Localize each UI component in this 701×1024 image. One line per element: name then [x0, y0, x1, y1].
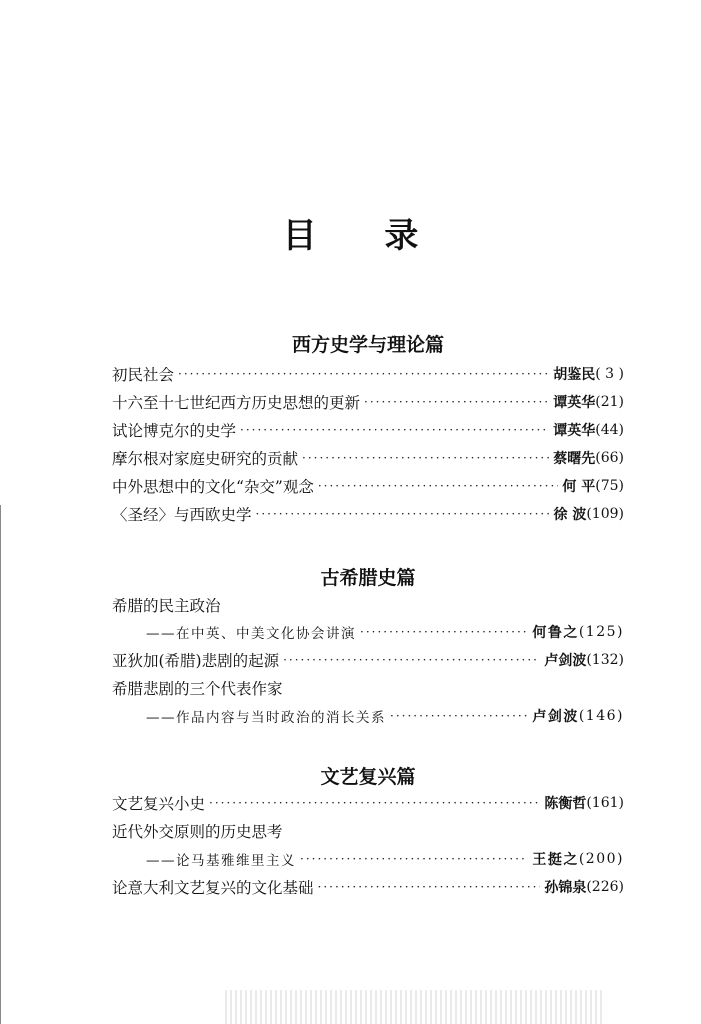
- entry-author: 何 平: [562, 479, 596, 495]
- dot-leader: [390, 709, 528, 723]
- entry-title: 希腊悲剧的三个代表作家: [112, 680, 283, 698]
- entry-author: 蔡曙先: [553, 451, 596, 467]
- section-title-ancient-greece: 古希腊史篇: [320, 567, 416, 589]
- toc-entry[interactable]: [112, 647, 624, 673]
- dot-leader: [318, 880, 541, 894]
- entry-title: 中外思想中的文化“杂交”观念: [112, 478, 314, 496]
- toc-entry-subtitle[interactable]: [146, 703, 624, 729]
- toc-entry[interactable]: [112, 417, 624, 443]
- entry-page: (109): [586, 506, 624, 522]
- toc-entry-heading[interactable]: [112, 818, 624, 844]
- dot-leader: [209, 796, 540, 810]
- entry-page: ( 3 ): [595, 366, 624, 382]
- dot-leader: [360, 625, 528, 639]
- dot-leader: [178, 367, 549, 381]
- entry-title: 文艺复兴小史: [112, 795, 206, 813]
- toc-entry-subtitle[interactable]: [146, 619, 624, 645]
- dot-leader: [364, 395, 549, 409]
- dot-leader: [240, 423, 549, 437]
- entry-author: 陈衡哲: [544, 796, 587, 812]
- entry-author: 卢剑波: [532, 709, 579, 725]
- entry-page: (132): [586, 652, 624, 668]
- section-title-western-historiography: 西方史学与理论篇: [291, 334, 444, 356]
- entry-author: 王挺之: [532, 852, 579, 868]
- entry-title: 试论博克尔的史学: [112, 422, 237, 440]
- entry-subtitle: ——作品内容与当时政治的消长关系: [146, 710, 386, 726]
- entry-subtitle: ——在中英、中美文化协会讲演: [146, 626, 356, 642]
- entry-title: 论意大利文艺复兴的文化基础: [112, 879, 314, 897]
- entry-author: 何鲁之: [532, 625, 579, 641]
- entry-page: (200): [578, 851, 624, 867]
- toc-entry[interactable]: [112, 389, 624, 415]
- toc-entry-heading[interactable]: [112, 592, 624, 618]
- entry-title: 亚狄加(希腊)悲剧的起源: [112, 652, 280, 670]
- entry-title: 初民社会: [112, 366, 175, 384]
- dot-leader: [300, 852, 528, 866]
- entry-page: (226): [586, 879, 624, 895]
- entry-author: 胡鉴民: [553, 367, 596, 383]
- toc-entry[interactable]: [112, 361, 624, 387]
- entry-author: 孙锦泉: [544, 880, 587, 896]
- section-title-renaissance: 文艺复兴篇: [320, 766, 416, 788]
- dot-leader: [256, 507, 550, 521]
- entry-author: 谭英华: [553, 423, 596, 439]
- toc-entry[interactable]: [112, 790, 624, 816]
- toc-entry[interactable]: [112, 874, 624, 900]
- entry-subtitle: ——论马基雅维里主义: [146, 853, 296, 869]
- entry-page: (75): [595, 478, 624, 494]
- entry-page: (66): [595, 450, 624, 466]
- dot-leader: [283, 653, 540, 667]
- entry-page: (125): [578, 624, 624, 640]
- entry-page: (161): [586, 795, 624, 811]
- toc-entry[interactable]: [112, 445, 624, 471]
- entry-title: 十六至十七世纪西方历史思想的更新: [112, 394, 361, 412]
- entry-author: 谭英华: [553, 395, 596, 411]
- toc-entry-subtitle[interactable]: [146, 846, 624, 872]
- entry-title: 摩尔根对家庭史研究的贡献: [112, 450, 299, 468]
- toc-entry[interactable]: [112, 501, 624, 527]
- dot-leader: [318, 479, 559, 493]
- entry-page: (21): [595, 394, 624, 410]
- entry-author: 徐 波: [553, 507, 587, 523]
- entry-author: 卢剑波: [544, 653, 587, 669]
- entry-page: (44): [595, 422, 624, 438]
- entry-page: (146): [578, 708, 624, 724]
- toc-entry-heading[interactable]: [112, 675, 624, 701]
- entry-title: 近代外交原则的历史思考: [112, 823, 283, 841]
- page-title: 目 录: [282, 216, 447, 256]
- entry-title: 希腊的民主政治: [112, 597, 221, 615]
- dot-leader: [302, 451, 549, 465]
- scan-noise-strip: [225, 990, 605, 1024]
- toc-entry[interactable]: [112, 473, 624, 499]
- entry-title: 〈圣经〉与西欧史学: [112, 506, 252, 524]
